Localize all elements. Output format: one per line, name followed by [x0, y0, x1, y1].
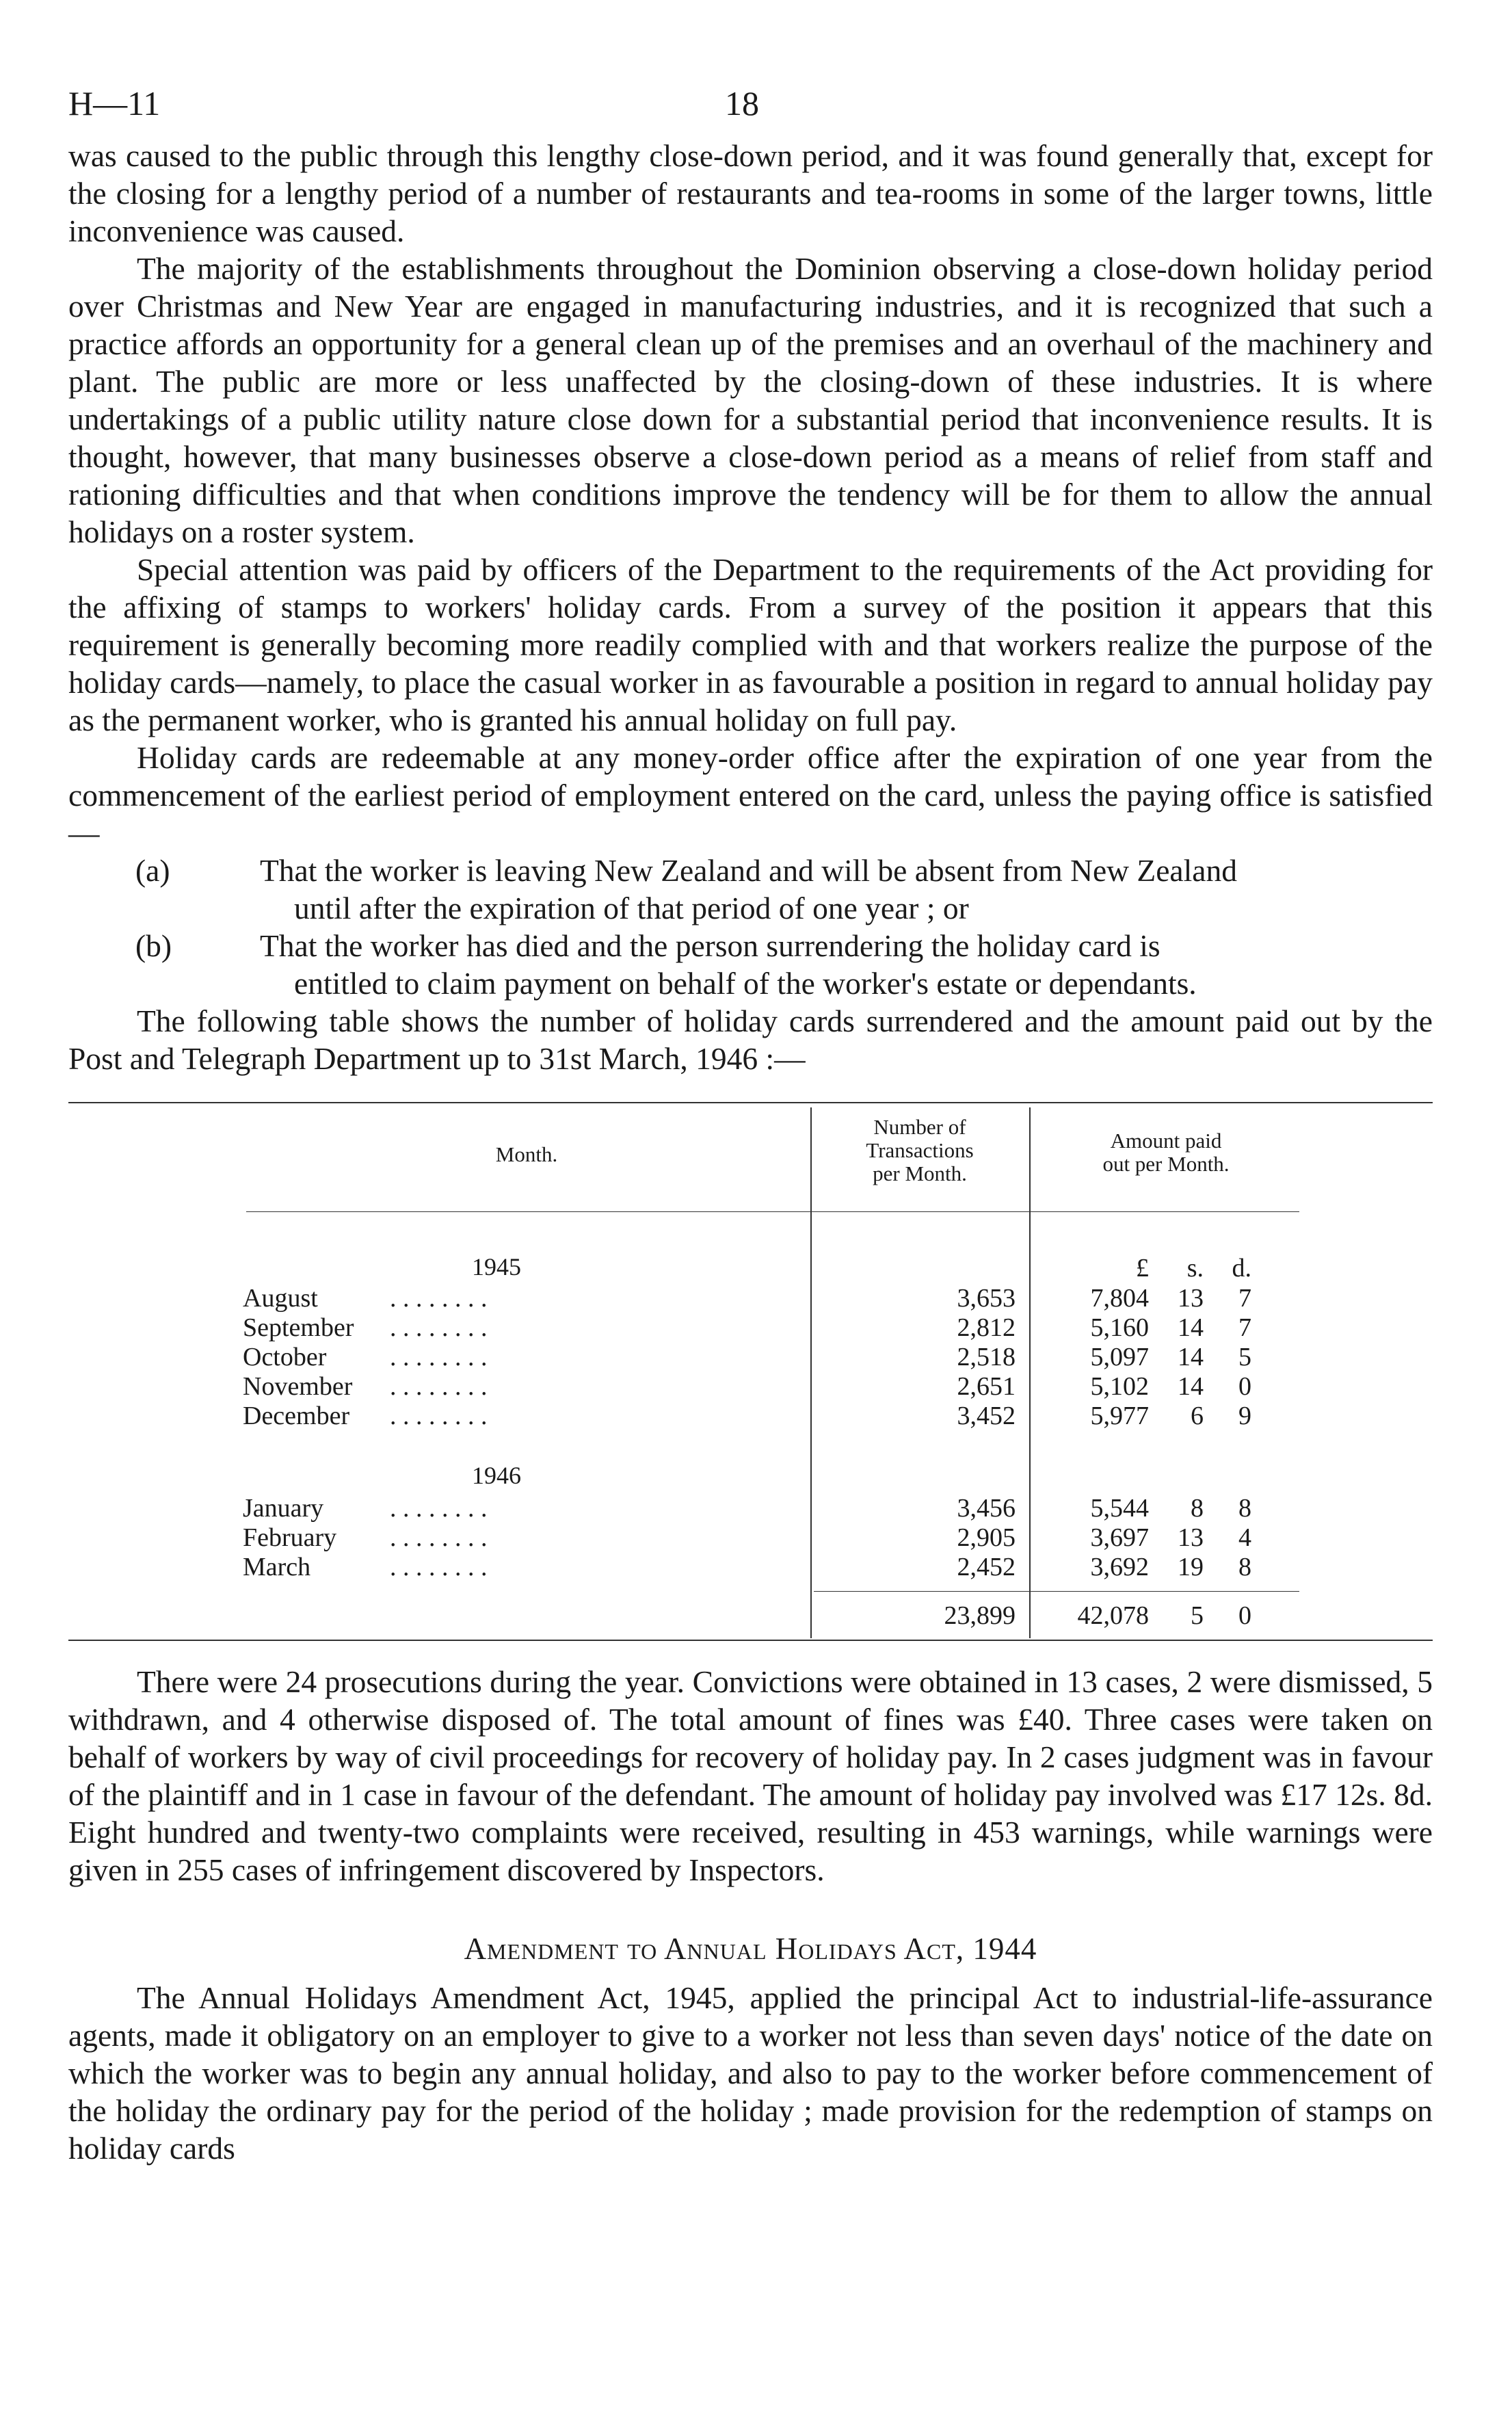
row-transactions: 2,812 — [957, 1313, 1016, 1342]
row-pence: 7 — [1238, 1284, 1251, 1313]
condition-a-line2: until after the expiration of that period of one year ; or — [294, 891, 969, 925]
row-transactions: 2,518 — [957, 1343, 1016, 1371]
table-top-rule — [68, 1102, 1433, 1103]
report-reference: H—11 — [68, 84, 161, 122]
total-rule — [814, 1591, 1299, 1592]
row-pence: 7 — [1238, 1313, 1251, 1342]
header-rule — [246, 1211, 1299, 1212]
row-transactions: 3,653 — [957, 1284, 1016, 1313]
row-pence: 8 — [1238, 1553, 1251, 1581]
unit-shillings: s. — [1186, 1254, 1204, 1283]
row-shillings: 19 — [1178, 1553, 1204, 1581]
condition-b-line2: entitled to claim payment on behalf of the worker's estate or dependants. — [294, 966, 1197, 1001]
row-pence: 8 — [1238, 1494, 1251, 1523]
condition-b — [68, 927, 1433, 1002]
condition-b-label: (b) — [135, 928, 172, 963]
row-pounds: 5,097 — [1090, 1343, 1149, 1371]
column-divider-2 — [1029, 1107, 1031, 1638]
row-shillings: 14 — [1178, 1313, 1204, 1342]
row-pounds: 5,977 — [1090, 1402, 1149, 1430]
row-leader: . . . . . . . . — [390, 1313, 488, 1342]
row-pence: 5 — [1238, 1343, 1251, 1371]
row-pence: 4 — [1238, 1523, 1251, 1552]
row-shillings: 13 — [1178, 1284, 1204, 1313]
year-label-1946: 1946 — [472, 1462, 521, 1489]
row-pence: 9 — [1238, 1402, 1251, 1430]
row-month: September — [243, 1313, 354, 1342]
row-month: February — [243, 1523, 337, 1552]
row-month: January — [243, 1494, 324, 1523]
row-month: November — [243, 1372, 353, 1401]
holiday-cards-table — [68, 1102, 1433, 1649]
row-pounds: 5,160 — [1090, 1313, 1149, 1342]
year-label-1945: 1945 — [472, 1253, 521, 1280]
row-leader: . . . . . . . . — [390, 1284, 488, 1313]
unit-pence: d. — [1232, 1254, 1251, 1283]
row-month: December — [243, 1402, 350, 1430]
row-pounds: 5,102 — [1090, 1372, 1149, 1401]
row-shillings: 13 — [1178, 1523, 1204, 1552]
paragraph-4: Holiday cards are redeemable at any money-order office after the expiration of one year from the commencement of the earliest period of employment entered on the card, unless the paying office is satisfied— — [68, 740, 1433, 850]
page-header — [68, 75, 1433, 137]
row-leader: . . . . . . . . — [390, 1523, 488, 1552]
row-month: August — [243, 1284, 318, 1313]
condition-a-label: (a) — [135, 853, 170, 888]
col-header-transactions-line2: Transactions — [866, 1138, 974, 1162]
col-header-transactions-line1: Number of — [873, 1115, 966, 1139]
row-pence: 0 — [1238, 1372, 1251, 1401]
table-bottom-rule — [68, 1640, 1433, 1641]
unit-pounds: £ — [1136, 1254, 1149, 1283]
row-pounds: 3,697 — [1090, 1523, 1149, 1552]
row-shillings: 8 — [1191, 1494, 1204, 1523]
row-month: March — [243, 1553, 311, 1581]
condition-a — [68, 852, 1433, 927]
col-header-amount — [1033, 1129, 1299, 1176]
row-pounds: 7,804 — [1090, 1284, 1149, 1313]
col-header-amount-line2: out per Month. — [1102, 1152, 1230, 1176]
condition-b-line1: That the worker has died and the person surrendering the holiday card is — [260, 928, 1160, 963]
row-leader: . . . . . . . . — [390, 1494, 488, 1523]
row-shillings: 14 — [1178, 1343, 1204, 1371]
row-transactions: 3,452 — [957, 1402, 1016, 1430]
col-header-amount-line1: Amount paid — [1110, 1129, 1222, 1153]
col-header-transactions-line3: per Month. — [873, 1161, 967, 1185]
page-number: 18 — [725, 84, 759, 122]
row-shillings: 6 — [1191, 1402, 1204, 1430]
row-pounds: 3,692 — [1090, 1553, 1149, 1581]
col-header-month: Month. — [495, 1142, 558, 1166]
row-shillings: 14 — [1178, 1372, 1204, 1401]
document-page — [68, 75, 1433, 2167]
row-month: October — [243, 1343, 327, 1371]
condition-a-line1: That the worker is leaving New Zealand and will be absent from New Zealand — [260, 853, 1237, 888]
row-transactions: 3,456 — [957, 1494, 1016, 1523]
total-pence: 0 — [1238, 1601, 1251, 1630]
table-intro: The following table shows the number of holiday cards surrendered and the amount paid out by the Post and Telegraph Department up to 31st March, 1946 :— — [68, 1003, 1433, 1076]
total-transactions: 23,899 — [944, 1601, 1016, 1630]
row-transactions: 2,452 — [957, 1553, 1016, 1581]
row-leader: . . . . . . . . — [390, 1343, 488, 1371]
total-pounds: 42,078 — [1077, 1601, 1149, 1630]
prosecutions-paragraph: There were 24 prosecutions during the year. Convictions were obtained in 13 cases, 2 were dismissed, 5 withdrawn, and 4 otherwise disposed of. The total amount of fines was £40. Three cases were taken on behalf of workers by way of civil proceedings for recovery of holiday pay. In 2 cases judgment was in favour of the plaintiff and in 1 case in favour of the defendant. The amount of holiday pay involved was £17 12s. 8d. Eight hundred and twenty-two complaints were received, resulting in 453 warnings, while warnings were given in 255 cases of infringement discovered by Inspectors. — [68, 1664, 1433, 1887]
paragraph-3: Special attention was paid by officers of the Department to the requirements of the Act providing for the affixing of stamps to workers' holiday cards. From a survey of the position it appears that this requirement is generally becoming more readily complied with and that workers realize the purpose of the holiday cards—namely, to place the casual worker in as favourable a position in regard to annual holiday pay as the permanent worker, who is granted his annual holiday on full pay. — [68, 552, 1433, 737]
total-shillings: 5 — [1191, 1601, 1204, 1630]
row-transactions: 2,905 — [957, 1523, 1016, 1552]
row-pounds: 5,544 — [1090, 1494, 1149, 1523]
row-leader: . . . . . . . . — [390, 1402, 488, 1430]
amendment-paragraph: The Annual Holidays Amendment Act, 1945, applied the principal Act to industrial-life-assurance agents, made it obligatory on an employer to give to a worker not less than seven days' notice of the date on which the worker was to begin any annual holiday, and also to pay to the worker before commencement of the holiday the ordinary pay for the period of the holiday ; made provision for the redemption of stamps on holiday cards — [68, 1980, 1433, 2166]
section-heading: Amendment to Annual Holidays Act, 1944 — [464, 1932, 1037, 1966]
col-header-transactions — [814, 1116, 1026, 1185]
paragraph-1: was caused to the public through this lengthy close-down period, and it was found generally that, except for the closing for a lengthy period of a number of restaurants and tea-rooms in some of the larger towns, little inconvenience was caused. — [68, 138, 1433, 248]
paragraph-2: The majority of the establishments throughout the Dominion observing a close-down holiday period over Christmas and New Year are engaged in manufacturing industries, and it is recognized that such a practice affords an opportunity for a general clean up of the premises and an overhaul of the machinery and plant. The public are more or less unaffected by the closing-down of these industries. It is where undertakings of a public utility nature close down for a substantial period that inconvenience results. It is thought, however, that many businesses observe a close-down period as a means of relief from staff and rationing difficulties and that when conditions improve the tendency will be for them to allow the annual holidays on a roster system. — [68, 251, 1433, 549]
row-leader: . . . . . . . . — [390, 1372, 488, 1401]
row-transactions: 2,651 — [957, 1372, 1016, 1401]
row-leader: . . . . . . . . — [390, 1553, 488, 1581]
